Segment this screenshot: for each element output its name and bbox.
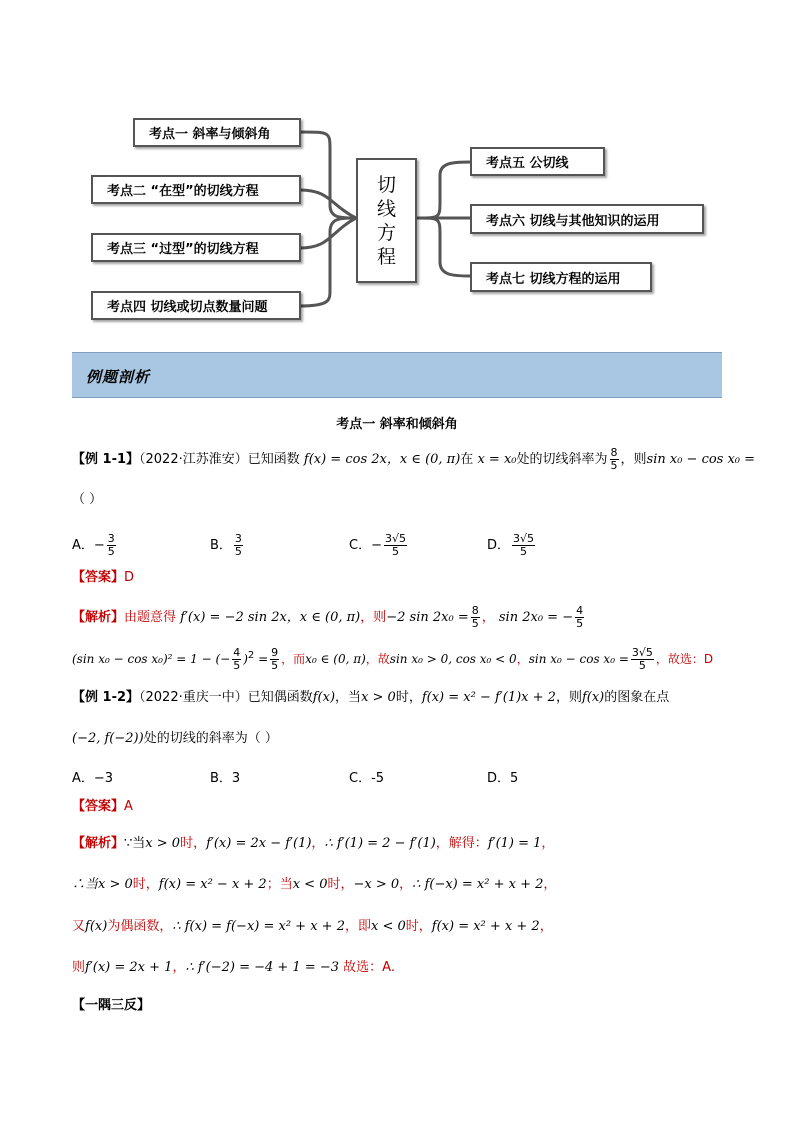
mindmap-node-left-1: 考点一 斜率与倾斜角	[133, 118, 301, 147]
example-1-1-solution-line-2: (sin x₀ − cos x₀)² = 1 − (− $\frac{4}{5}$ )$^2$ = $\frac{9}{5}$ ，而x₀ ∈ (0, π)，故sin x₀ > 0, cos x₀ < 0，sin x₀ − cos x₀ = $\frac{3√5}{5}$ ，故选：D	[72, 646, 714, 672]
mindmap-node-right-5: 考点五 公切线	[470, 147, 605, 176]
example-1-2-solution-line-2: ∴当x > 0时，f(x) = x² − x + 2；当x < 0时，−x > 0，∴ f(−x) = x² + x + 2，	[72, 877, 557, 892]
option-c: C．− $\frac{3√5}{5}$	[349, 532, 406, 558]
example-1-1-solution-line-1: 【解析】由题意得 f′(x) = −2 sin 2x，x ∈ (0, π)，则−2 sin 2x₀ = $\frac{8}{5}$ ， sin 2x₀ = − $\frac{4}{5}$	[72, 604, 584, 630]
example-1-2-question-line-2: (−2, f(−2))处的切线的斜率为（ ）	[72, 731, 278, 746]
option-a-2: A．−3	[72, 771, 114, 786]
mindmap-node-right-6: 考点六 切线与其他知识的运用	[470, 204, 704, 234]
example-1-1-question: 【例 1-1】（2022·江苏淮安）已知函数 f(x) = cos 2x，x ∈ (0, π)在 x = x₀处的切线斜率为 $\frac{8}{5}$ ，则sin x₀ − cos x₀ =	[72, 446, 756, 472]
example-1-1-answer: 【答案】D	[72, 570, 135, 585]
option-b: B． $\frac{3}{5}$	[210, 532, 242, 558]
practice-heading: 【一隅三反】	[72, 998, 151, 1013]
example-1-2-question-line-1: 【例 1-2】（2022·重庆一中）已知偶函数f(x)，当x > 0时，f(x) = x² − f′(1)x + 2，则f(x)的图象在点	[72, 690, 670, 705]
example-1-2-solution-line-3: 又f(x)为偶函数，∴ f(x) = f(−x) = x² + x + 2，即x < 0时，f(x) = x² + x + 2，	[72, 919, 553, 934]
option-c-2: C．-5	[349, 771, 385, 786]
option-a: A．− $\frac{3}{5}$	[72, 532, 115, 558]
mindmap-node-right-7: 考点七 切线方程的运用	[470, 262, 652, 292]
option-d: D． $\frac{3√5}{5}$	[487, 532, 535, 558]
mindmap-node-left-4: 考点四 切线或切点数量问题	[91, 291, 301, 320]
mindmap-center-node: 切 线 方 程	[356, 158, 417, 283]
example-1-2-answer: 【答案】A	[72, 799, 133, 814]
example-1-2-solution-line-1: 【解析】∵当x > 0时，f′(x) = 2x − f′(1)，∴ f′(1) = 2 − f′(1)，解得：f′(1) = 1，	[72, 836, 555, 851]
option-d-2: D．5	[487, 771, 519, 786]
section-title: 考点一 斜率和倾斜角	[336, 417, 458, 432]
mindmap-node-left-2: 考点二 “在型”的切线方程	[91, 175, 301, 204]
example-1-1-paren: （ ）	[72, 492, 103, 507]
option-b-2: B．3	[210, 771, 241, 786]
mindmap-node-left-3: 考点三 “过型”的切线方程	[91, 233, 301, 262]
example-1-2-solution-line-4: 则f′(x) = 2x + 1，∴ f′(−2) = −4 + 1 = −3 故选：A.	[72, 960, 395, 975]
section-banner: 例题剖析	[72, 352, 722, 398]
